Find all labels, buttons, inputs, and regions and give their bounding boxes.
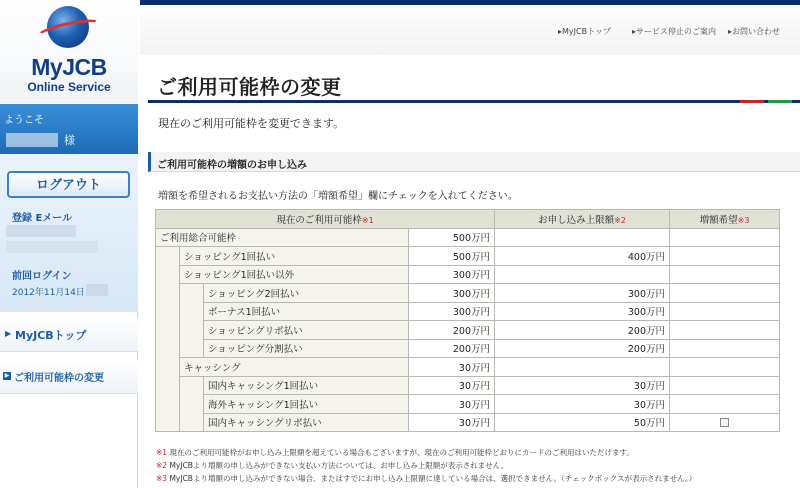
increase-request-checkbox[interactable] [720,418,729,427]
row-label: キャッシング [180,358,409,377]
last-login-time-redacted [86,284,108,296]
row-label: ボーナス1回払い [204,302,409,321]
table-row [156,302,780,321]
note-mark: ※1 [361,215,374,225]
header-label: 現在のご利用可能枠 [276,214,362,226]
page-description: 現在のご利用可能枠を変更できます。 [158,117,345,130]
indent-spacer [180,302,204,321]
logout-button[interactable]: ログアウト [7,171,130,198]
apply-limit-value: 50万円 [495,413,670,432]
row-label: 国内キャッシング1回払い [204,376,409,395]
apply-limit-value [495,228,670,247]
table-row [156,358,780,377]
page-title: ご利用可能枠の変更 [157,75,342,99]
table-row [156,247,780,266]
apply-limit-value: 300万円 [495,302,670,321]
honorific: 様 [64,134,75,147]
footnote-mark: ※3 [156,474,168,483]
indent-spacer [180,395,204,414]
row-label: ショッピング分割払い [204,339,409,358]
sidebar-item-label: ご利用可能枠の変更 [14,373,104,384]
header-label: お申し込み上限額 [538,214,615,226]
row-label: 海外キャッシング1回払い [204,395,409,414]
footnote-text: MyJCBより増額の申し込みができない場合、またはすでにお申し込み上限額に達している場合は、選択できません。（チェックボックスが表示されません。） [169,474,697,483]
section-header [148,152,800,172]
indent-spacer [156,265,180,284]
row-label: ショッピング1回払い [180,247,409,266]
current-limit-value: 500万円 [409,228,495,247]
sidebar-item-limit-change[interactable] [0,360,138,394]
increase-cell [670,321,780,340]
increase-cell [670,395,780,414]
header-link-myjcb-top[interactable]: ▸MyJCBトップ [558,27,611,36]
current-limit-value: 30万円 [409,395,495,414]
indent-spacer [180,321,204,340]
apply-limit-value: 30万円 [495,376,670,395]
credit-limit-table [155,209,780,432]
indent-spacer [156,321,180,340]
increase-cell [670,228,780,247]
row-label: ショッピングリボ払い [204,321,409,340]
header-link-label: お問い合わせ [732,27,781,36]
user-info-panel [0,154,138,312]
current-limit-value: 30万円 [409,413,495,432]
indent-spacer [156,247,180,266]
current-limit-value: 300万円 [409,265,495,284]
registered-email-label: 登録 Eメール [12,213,73,224]
table-row [156,265,780,284]
current-limit-value: 200万円 [409,339,495,358]
indent-spacer [156,395,180,414]
increase-cell [670,413,780,432]
increase-cell [670,339,780,358]
table-row [156,413,780,432]
myjcb-logo[interactable] [0,0,138,103]
table-row [156,395,780,414]
header-apply-limit [495,210,670,229]
username-redacted [6,133,58,147]
header-link-label: サービス停止のご案内 [636,27,717,36]
indent-spacer [156,376,180,395]
section-title: ご利用可能枠の増額のお申し込み [157,160,307,171]
logo-brand-text: MyJCB [31,54,107,80]
square-arrow-icon: ▶ [4,372,10,379]
indent-spacer [180,413,204,432]
header [140,5,800,55]
current-limit-value: 200万円 [409,321,495,340]
indent-spacer [180,284,204,303]
table-row [156,284,780,303]
apply-limit-value: 200万円 [495,321,670,340]
header-link-label: MyJCBトップ [562,27,611,36]
indent-spacer [156,302,180,321]
table-row [156,376,780,395]
sidebar-item-label: MyJCBトップ [15,329,87,342]
table-row [156,228,780,247]
header-label: 増額希望 [699,214,738,226]
apply-limit-value: 300万円 [495,284,670,303]
footnote-mark: ※2 [156,461,168,470]
instruction-text: 増額を希望されるお支払い方法の「増額希望」欄にチェックを入れてください。 [158,191,518,202]
footnote-text: MyJCBより増額の申し込みができない支払い方法については、お申し込み上限額が表示されません。 [169,461,509,470]
footnote-text: 現在のご利用可能枠がお申し込み上限額を超えている場合もございますが、現在のご利用可能枠どおりにカードのご利用はいただけます。 [169,448,634,457]
increase-cell [670,284,780,303]
table-header-row [156,210,780,229]
increase-cell [670,247,780,266]
increase-cell [670,265,780,284]
footnote-3 [156,473,696,484]
current-limit-value: 30万円 [409,376,495,395]
header-link-service-stop[interactable]: ▸サービス停止のご案内 [632,27,717,36]
current-limit-value: 30万円 [409,358,495,377]
green-accent [768,100,792,103]
triangle-right-icon: ▶ [5,329,12,338]
logo-sub-text: Online Service [27,80,111,94]
footnote-mark: ※1 [156,448,168,457]
indent-spacer [180,376,204,395]
increase-cell [670,302,780,321]
apply-limit-value: 200万円 [495,339,670,358]
increase-cell [670,358,780,377]
apply-limit-value: 400万円 [495,247,670,266]
sidebar-item-myjcb-top[interactable] [0,318,138,352]
welcome-panel [0,104,138,154]
note-mark: ※3 [737,215,750,225]
row-label: 国内キャッシングリボ払い [204,413,409,432]
row-label: ご利用総合可能枠 [156,228,409,247]
row-label: ショッピング1回払い以外 [180,265,409,284]
table-row [156,339,780,358]
sidebar [0,0,138,488]
red-accent [740,100,764,103]
footnote-1 [156,447,634,458]
welcome-label: ようこそ [4,115,44,126]
current-limit-value: 500万円 [409,247,495,266]
email-redacted-line2 [6,241,98,253]
note-mark: ※2 [614,215,626,225]
last-login-label: 前回ログイン [12,271,72,282]
footnote-2 [156,460,508,471]
table-row [156,321,780,340]
indent-spacer [180,339,204,358]
header-link-contact[interactable]: ▸お問い合わせ [728,27,781,36]
indent-spacer [156,413,180,432]
indent-spacer [156,339,180,358]
title-rule [148,100,800,103]
apply-limit-value: 30万円 [495,395,670,414]
header-increase-request [670,210,780,229]
current-limit-value: 300万円 [409,284,495,303]
row-label: ショッピング2回払い [204,284,409,303]
apply-limit-value [495,358,670,377]
header-current-limit [156,210,495,229]
last-login-date: 2012年11月14日 [12,288,85,298]
indent-spacer [156,284,180,303]
current-limit-value: 300万円 [409,302,495,321]
apply-limit-value [495,265,670,284]
email-redacted [6,225,76,237]
indent-spacer [156,358,180,377]
increase-cell [670,376,780,395]
